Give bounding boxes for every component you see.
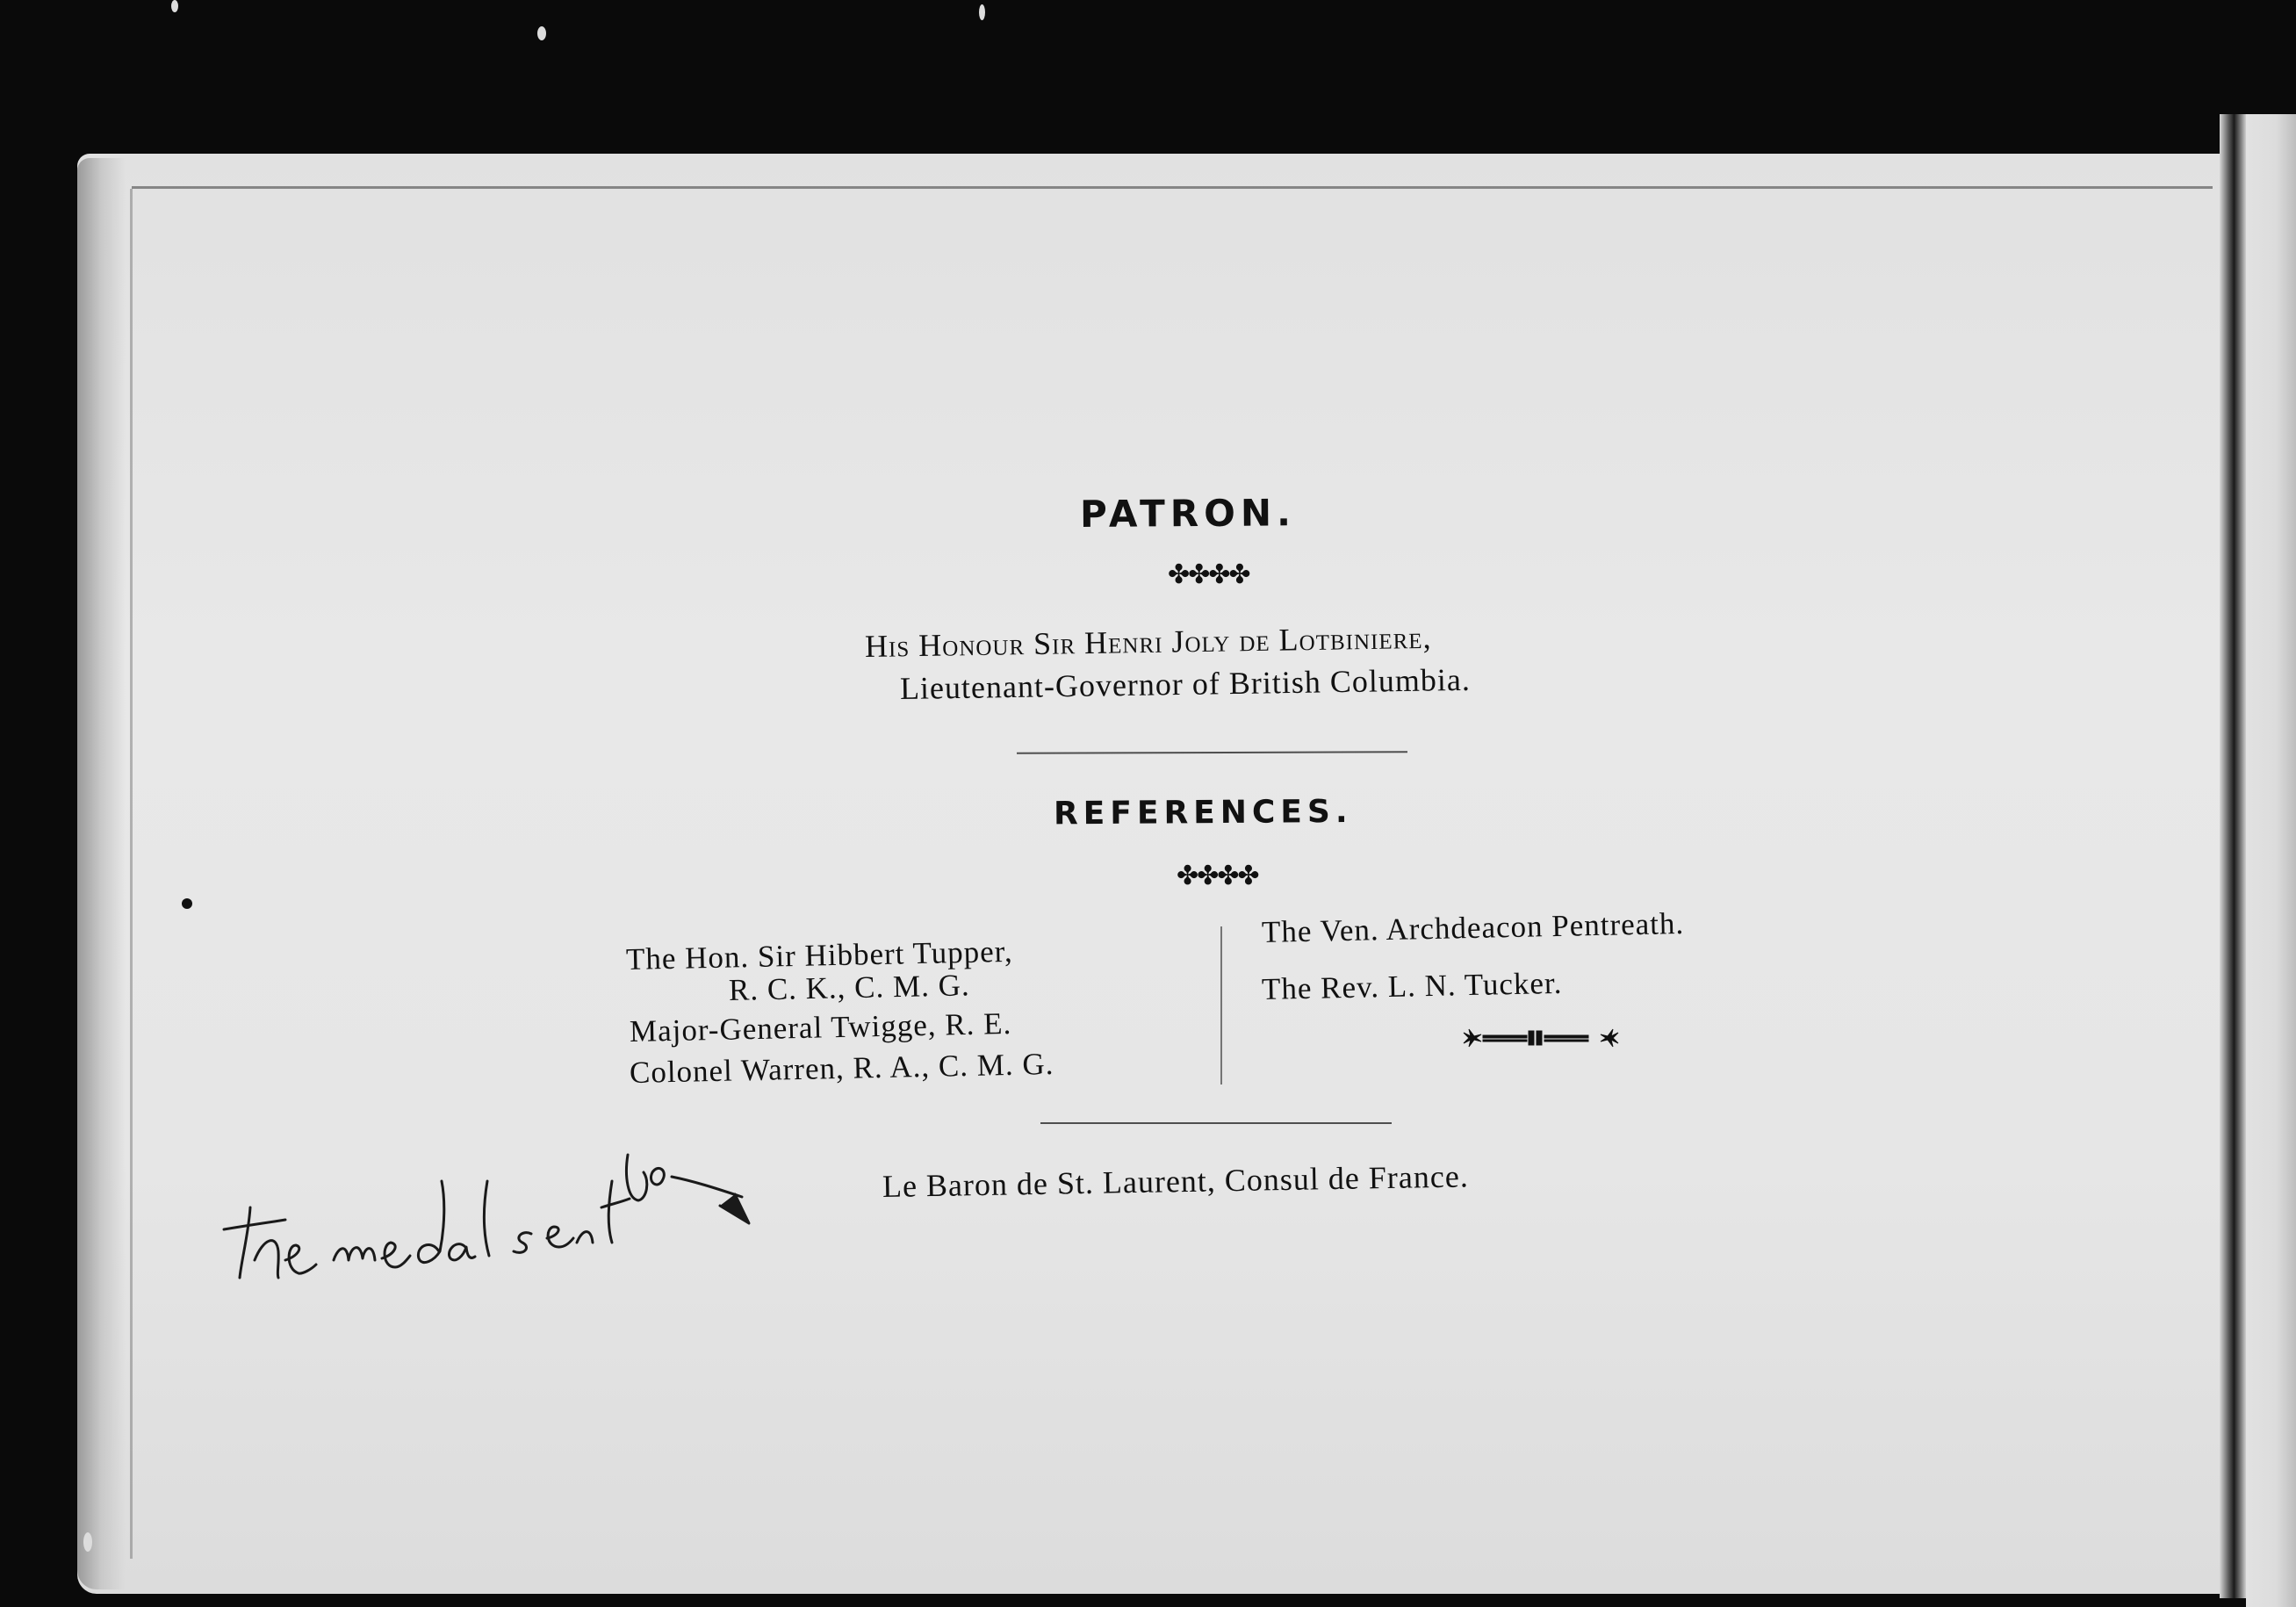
scan-speck	[83, 1532, 92, 1552]
reference-entry: The Rev. L. N. Tucker.	[1261, 965, 1563, 1006]
reference-entry: The Ven. Archdeacon Pentreath.	[1261, 905, 1685, 949]
references-heading: REFERENCES.	[1053, 793, 1353, 832]
patron-ornament: ✤✤✤✤	[1168, 559, 1249, 590]
reference-entry: Colonel Warren, R. A., C. M. G.	[629, 1046, 1054, 1090]
column-separator	[1220, 926, 1222, 1085]
page-top-rule	[132, 186, 2213, 189]
handwritten-note	[215, 1128, 821, 1295]
scan-speck	[171, 0, 178, 12]
scan-speck	[979, 4, 985, 20]
document-page	[77, 154, 2255, 1594]
references-ornament: ✤✤✤✤	[1177, 861, 1258, 891]
reference-entry: Major-General Twigge, R. E.	[629, 1005, 1012, 1049]
facing-page-edge	[2246, 114, 2296, 1607]
reference-entry: The Hon. Sir Hibbert Tupper,	[625, 933, 1014, 976]
ink-dot	[182, 898, 192, 909]
book-spine	[2220, 114, 2246, 1598]
patron-role: Lieutenant-Governor of British Columbia.	[899, 661, 1472, 706]
decorative-flourish	[1462, 1026, 1620, 1050]
page-left-shadow	[77, 158, 126, 1589]
patron-name: His Honour Sir Henri Joly de Lotbiniere,	[864, 619, 1432, 664]
reference-entry: R. C. K., C. M. G.	[728, 968, 971, 1007]
page-left-rule	[130, 189, 133, 1559]
footer-reference: Le Baron de St. Laurent, Consul de France.	[882, 1158, 1470, 1204]
section-divider	[1040, 1122, 1392, 1124]
patron-heading: PATRON.	[1079, 491, 1297, 536]
scan-speck	[537, 26, 546, 40]
